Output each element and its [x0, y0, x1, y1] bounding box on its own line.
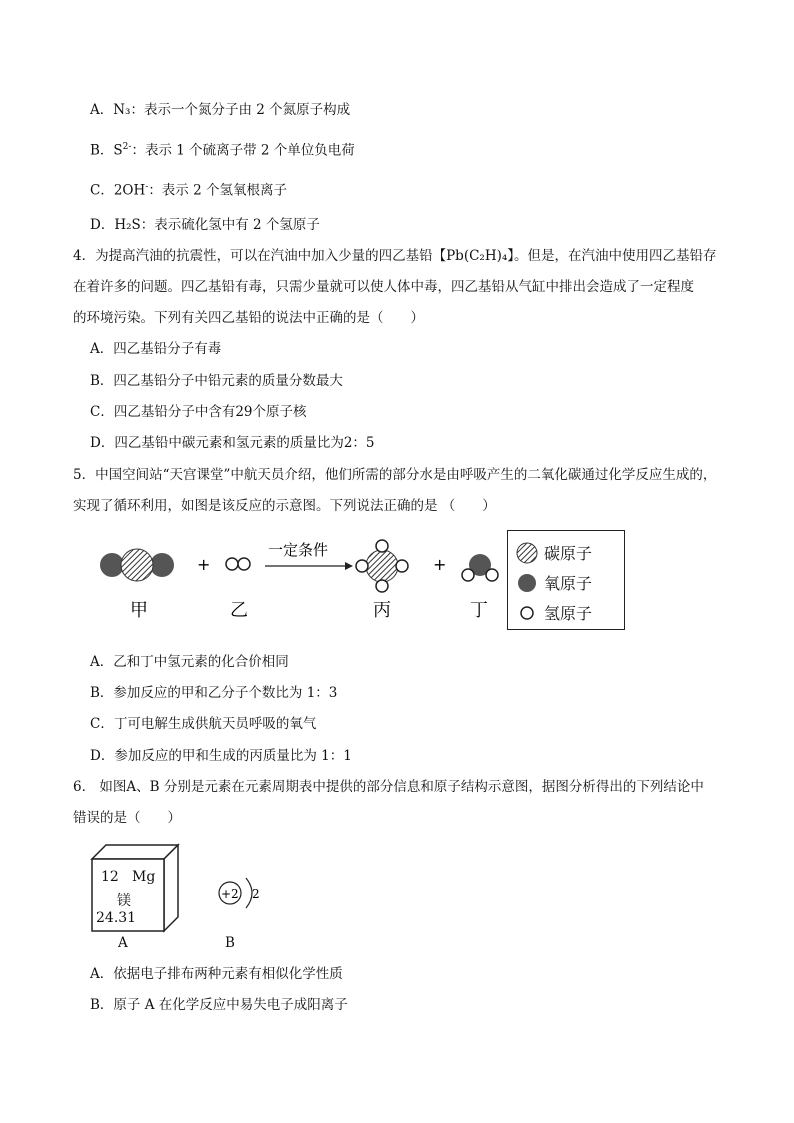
- q3-option-c: [90, 178, 287, 200]
- hydrogen-atom: [238, 558, 250, 570]
- q4-stem-line3: 的环境污染。下列有关四乙基铅的说法中正确的是（ ）: [73, 310, 424, 326]
- label-yi: 乙: [230, 600, 248, 621]
- hydrogen-atom: [486, 569, 498, 581]
- legend-carbon: [516, 541, 592, 564]
- q3-option-a: A．N₃：表示一个氮分子由 2 个氮原子构成: [90, 102, 351, 118]
- legend-oxygen: [516, 571, 592, 594]
- reaction-arrow: [265, 562, 353, 570]
- q3-option-c-sup: -: [145, 182, 149, 192]
- molecule-yi: [226, 558, 250, 570]
- reaction-diagram: [90, 530, 500, 630]
- q5-option-d: D．参加反应的甲和生成的丙质量比为 1：1: [90, 748, 352, 764]
- hydrogen-atom: [356, 560, 368, 572]
- q4-stem-line2: 在着许多的问题。四乙基铅有毒，只需少量就可以使人体中毒，四乙基铅从气缸中排出会造成了一定程度: [73, 279, 694, 295]
- carbon-atom: [366, 550, 398, 582]
- legend-carbon-label: 碳原子: [544, 544, 593, 563]
- q6-stem-line1: 6． 如图A、B 分别是元素在元素周期表中提供的部分信息和原子结构示意图，据图分析得出的下列结论中: [73, 779, 704, 795]
- q3-option-d: D．H₂S：表示硫化氢中有 2 个氢原子: [90, 217, 320, 233]
- arrow-condition-label: 一定条件: [268, 541, 329, 559]
- oxygen-atom: [150, 553, 174, 577]
- hydrogen-atom: [462, 569, 474, 581]
- hydrogen-atom: [226, 558, 238, 570]
- molecule-ding: [462, 554, 498, 581]
- hydrogen-atom: [396, 560, 408, 572]
- q3-option-b-suffix: ：表示 1 个硫离子带 2 个单位负电荷: [131, 142, 355, 159]
- legend-oxygen-label: 氧原子: [544, 574, 593, 593]
- molecule-bing: [356, 540, 408, 592]
- label-bing: 丙: [373, 600, 391, 621]
- q4-option-d: D．四乙基铅中碳元素和氢元素的质量比为2：5: [90, 435, 375, 451]
- q5-option-c: C．丁可电解生成供航天员呼吸的氧气: [90, 716, 317, 732]
- element-symbol: Mg: [132, 869, 156, 885]
- atom-legend: [507, 530, 625, 630]
- plus-sign: +: [433, 555, 447, 574]
- carbon-swatch-icon: [516, 542, 538, 564]
- element-mass: 24.31: [96, 910, 137, 926]
- hydrogen-atom: [376, 580, 388, 592]
- q3-option-b-prefix: B．S: [90, 142, 123, 159]
- molecule-jia: [100, 549, 174, 581]
- q3-option-c-suffix: ：表示 2 个氢氧根离子: [148, 182, 287, 199]
- q5-stem-line1: 5．中国空间站“天宫课堂”中航天员介绍，他们所需的部分水是由呼吸产生的二氧化碳通过化学反应生成的，: [73, 467, 717, 483]
- q4-option-c: C．四乙基铅分子中含有29个原子核: [90, 404, 307, 420]
- q4-option-a: A．四乙基铅分子有毒: [90, 341, 222, 357]
- atom-structure-figure: [212, 872, 272, 922]
- legend-hydrogen-label: 氢原子: [544, 604, 593, 623]
- oxygen-swatch-icon: [516, 572, 538, 594]
- figure-label-a: A: [118, 935, 128, 951]
- q6-stem-line2: 错误的是（ ）: [73, 810, 181, 826]
- q6-option-a: A．依据电子排布两种元素有相似化学性质: [90, 966, 343, 982]
- q5-option-a: A．乙和丁中氢元素的化合价相同: [90, 654, 289, 670]
- nucleus-charge: +2: [221, 887, 239, 901]
- q3-option-c-prefix: C．2OH: [90, 182, 146, 199]
- oxygen-atom: [100, 553, 124, 577]
- shell-electron-count: 2: [252, 887, 260, 901]
- element-atomic-number: 12: [101, 869, 119, 885]
- q5-option-b: B．参加反应的甲和乙分子个数比为 1：3: [90, 685, 338, 701]
- q5-stem-line2: 实现了循环利用，如图是该反应的示意图。下列说法正确的是 （ ）: [73, 498, 496, 514]
- q4-option-b: B．四乙基铅分子中铅元素的质量分数最大: [90, 373, 343, 389]
- hydrogen-swatch-icon: [516, 602, 538, 624]
- q3-option-b-sup: 2-: [122, 142, 132, 152]
- label-ding: 丁: [470, 600, 488, 621]
- q6-option-b: B．原子 A 在化学反应中易失电子成阳离子: [90, 997, 348, 1013]
- legend-hydrogen: [516, 601, 592, 624]
- element-name: 镁: [117, 893, 131, 909]
- plus-sign: +: [197, 555, 211, 574]
- figure-label-b: B: [225, 935, 235, 951]
- label-jia: 甲: [130, 600, 148, 621]
- q4-stem-line1: 4．为提高汽油的抗震性，可以在汽油中加入少量的四乙基铅【Pb(C₂H)₄】。但是，在汽油中使用四乙基铅存: [73, 248, 717, 264]
- hydrogen-atom: [376, 540, 388, 552]
- q3-option-b: [90, 138, 355, 160]
- carbon-atom: [121, 549, 153, 581]
